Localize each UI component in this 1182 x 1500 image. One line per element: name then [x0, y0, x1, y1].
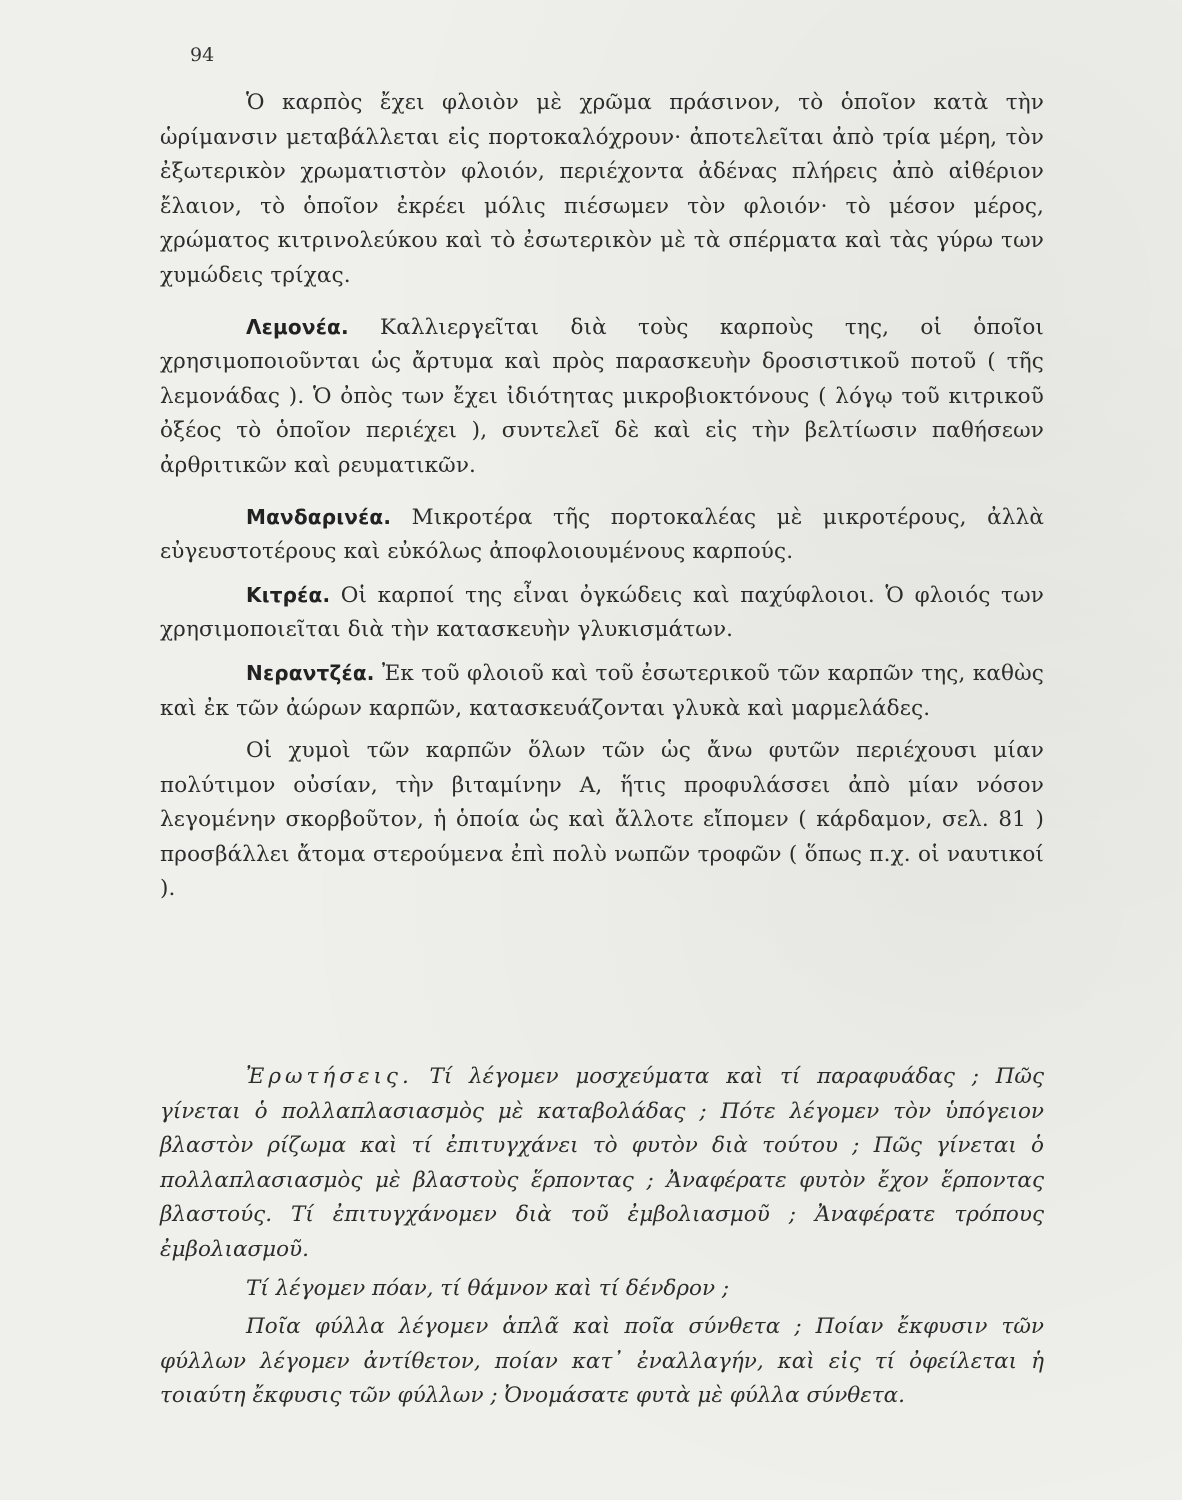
questions-text-1: Τί λέγομεν μοσχεύματα καὶ τί παραφυάδας ; Πῶς γίνεται ὁ πολλαπλασιασμὸς μὲ καταβολάδας ; Πότε λέγομεν τὸν ὑπόγειον βλαστὸν ρίζωμα καὶ τί ἐπιτυγχάνει τὸ φυτὸν διὰ τούτου ; Πῶς γίνεται ὁ πολλαπλασιασμὸς μὲ βλαστοὺς ἕρποντας ; Ἀναφέρατε φυτὸν ἔχον ἕρποντας βλαστούς. Τί ἐπιτυγχάνομεν διὰ τοῦ ἐμβολιασμοῦ ; Ἀναφέρατε τρόπους ἐμβολιασμοῦ. [160, 1064, 1044, 1262]
paragraph-vitamin: Οἱ χυμοὶ τῶν καρπῶν ὅλων τῶν ὡς ἄνω φυτῶν περιέχουσι μίαν πολύτιμον οὐσίαν, τὴν βιταμίνην Α, ἥτις προφυλάσσει ἀπὸ μίαν νόσον λεγομένην σκορβοῦτον, ἡ ὁποία ὡς καὶ ἄλλοτε εἴπομεν ( κάρδαμον, σελ. 81 ) προσβάλλει ἄτομα στερούμενα ἐπὶ πολὺ νωπῶν τροφῶν ( ὅπως π.χ. οἱ ναυτικοί ). [160, 738, 1044, 902]
paragraph-mandarin-tree [160, 500, 1044, 570]
questions-block-3: Ποῖα φύλλα λέγομεν ἁπλᾶ καὶ ποῖα σύνθετα ; Ποίαν ἔκφυσιν τῶν φύλλων λέγομεν ἀντίθετον, ποίαν κατ᾽ ἐναλλαγήν, καὶ εἰς τί ὀφείλεται ἡ τοιαύτη ἔκφυσις τῶν φύλλων ; Ὀνομάσατε φυτὰ μὲ φύλλα σύνθετα. [160, 1314, 1044, 1409]
term-lemon-tree: Λεμονέα. [246, 314, 349, 339]
questions-section [160, 1060, 1044, 1414]
questions-block-1 [160, 1060, 1044, 1268]
term-citron-tree: Κιτρέα. [246, 582, 331, 607]
questions-heading: Ἐρωτήσεις. [246, 1064, 413, 1089]
mandarin-tree-text: Μικροτέρα τῆς πορτοκαλέας μὲ μικροτέρους, ἀλλὰ εὐγευστοτέρους καὶ εὐκόλως ἀποφλοιουμένους καρπούς. [160, 504, 1044, 565]
citron-tree-text: Οἱ καρποί της εἶναι ὀγκώδεις καὶ παχύφλοιοι. Ὁ φλοιός των χρησιμοποιεῖται διὰ τὴν κατασκευὴν γλυκισμάτων. [160, 582, 1044, 643]
body-text [160, 86, 1044, 907]
bitter-orange-tree-text: Ἐκ τοῦ φλοιοῦ καὶ τοῦ ἐσωτερικοῦ τῶν καρπῶν της, καθὼς καὶ ἐκ τῶν ἀώρων καρπῶν, κατασκευάζονται γλυκὰ καὶ μαρμελάδες. [160, 660, 1044, 721]
term-mandarin-tree: Μανδαρινέα. [246, 504, 392, 529]
paragraph-fruit-description: Ὁ καρπὸς ἔχει φλοιὸν μὲ χρῶμα πράσινον, τὸ ὁποῖον κατὰ τὴν ὡρίμανσιν μεταβάλλεται εἰς πορτοκαλόχρουν· ἀποτελεῖται ἀπὸ τρία μέρη, τὸν ἐξωτερικὸν χρωματιστὸν φλοιόν, περιέχοντα ἀδένας πλήρεις ἀπὸ αἰθέριον ἔλαιον, τὸ ὁποῖον ἐκρέει μόλις πιέσωμεν τὸν φλοιόν· τὸ μέσον μέρος, χρώματος κιτρινολεύκου καὶ τὸ ἐσωτερικὸν μὲ τὰ σπέρματα καὶ τὰς γύρω των χυμώδεις τρίχας. [160, 90, 1044, 288]
paragraph-bitter-orange-tree [160, 656, 1044, 726]
page-number: 94 [190, 44, 215, 66]
paragraph-citron-tree [160, 578, 1044, 648]
lemon-tree-text: Καλλιεργεῖται διὰ τοὺς καρποὺς της, οἱ ὁποῖοι χρησιμοποιοῦνται ὡς ἄρτυμα καὶ πρὸς παρασκευὴν δροσιστικοῦ ποτοῦ ( τῆς λεμονάδας ). Ὁ ὀπὸς των ἔχει ἰδιότητας μικροβιοκτόνους ( λόγῳ τοῦ κιτρικοῦ ὀξέος τὸ ὁποῖον περιέχει ), συντελεῖ δὲ καὶ εἰς τὴν βελτίωσιν παθήσεων ἀρθριτικῶν καὶ ρευματικῶν. [160, 314, 1044, 478]
term-bitter-orange-tree: Νεραντζέα. [246, 660, 375, 685]
paragraph-lemon-tree [160, 310, 1044, 484]
questions-block-2: Τί λέγομεν πόαν, τί θάμνον καὶ τί δένδρον ; [246, 1275, 730, 1301]
